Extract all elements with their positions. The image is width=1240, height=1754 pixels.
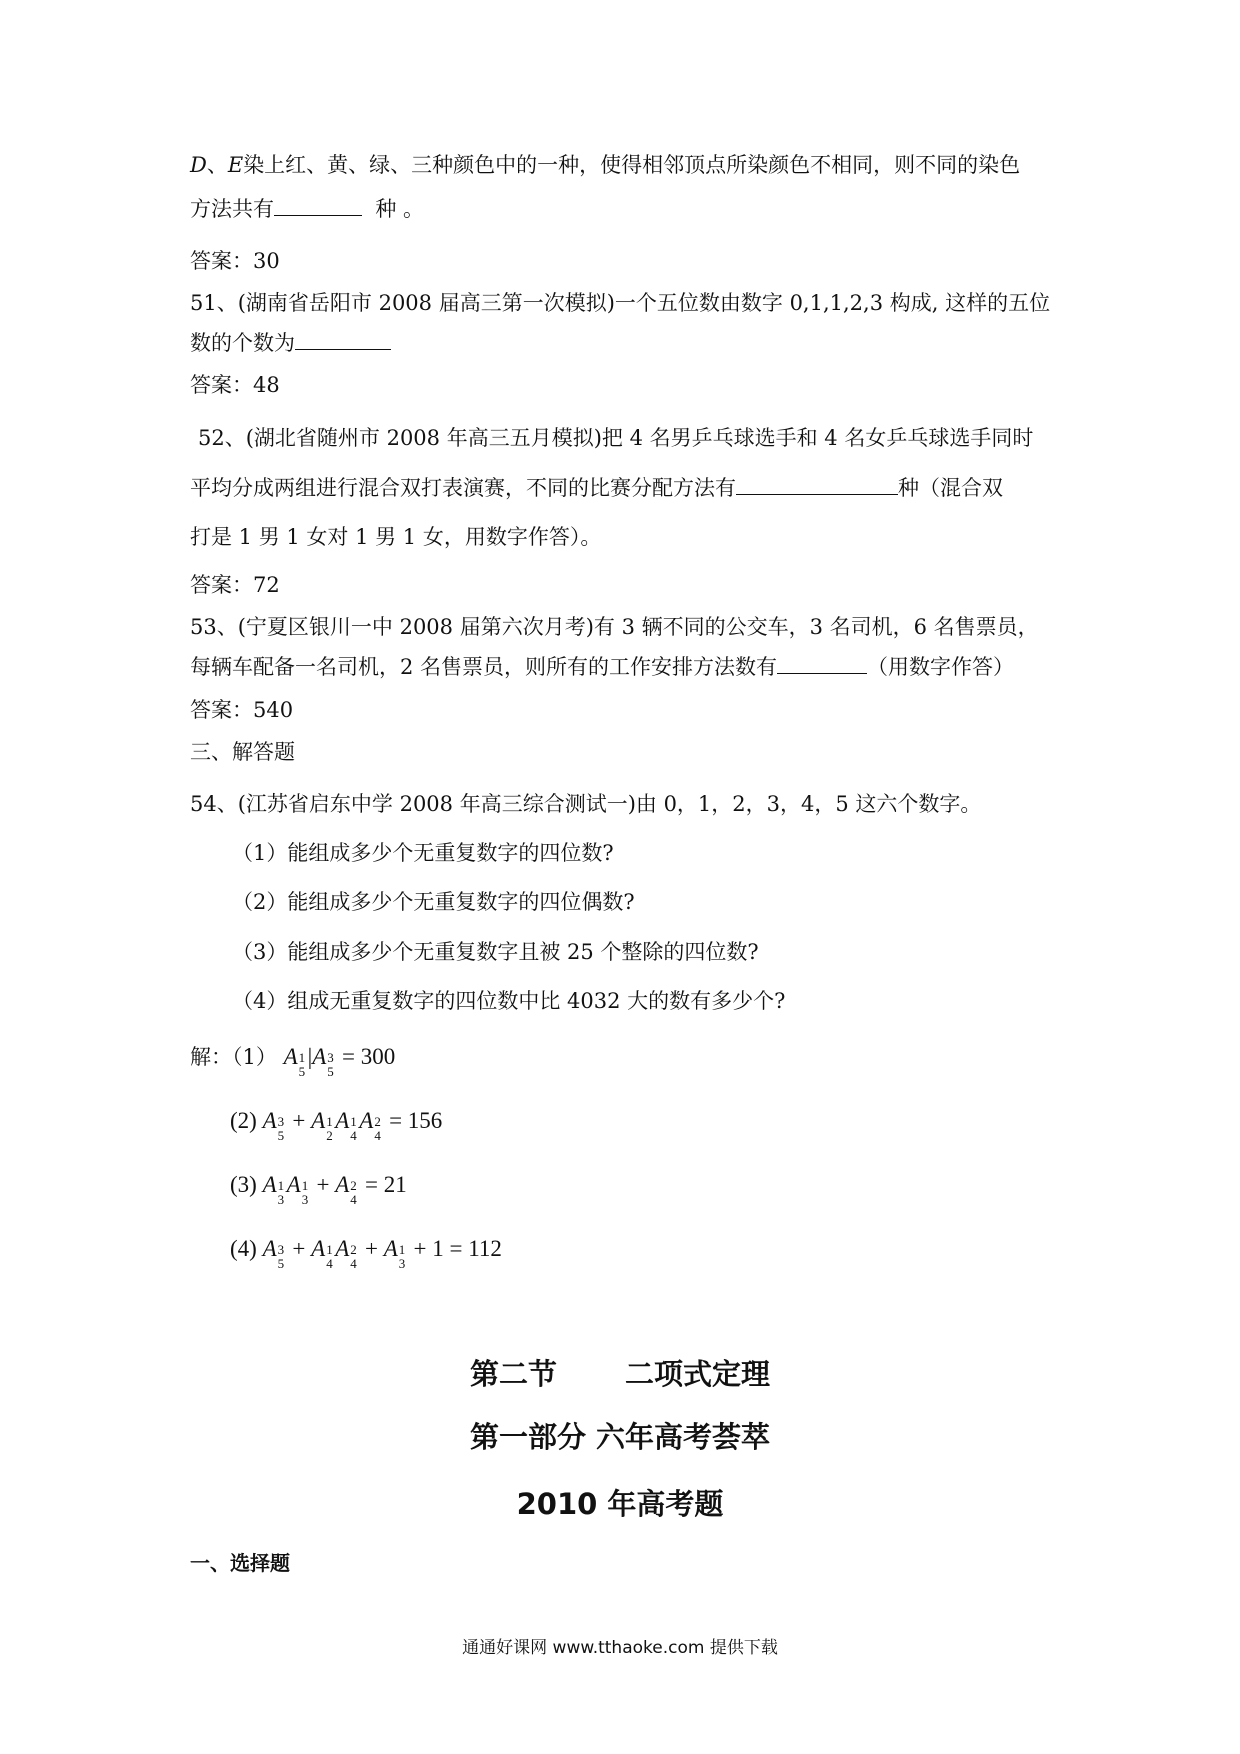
q54-sub4: （4）组成无重复数字的四位数中比 4032 大的数有多少个? — [232, 989, 786, 1013]
q54-sub3: （3）能组成多少个无重复数字且被 25 个整除的四位数? — [232, 940, 759, 964]
answer-blank — [777, 673, 867, 674]
section-heading-1: 一、选择题 — [190, 1551, 290, 1575]
formula-3: (3) A 1 3 A 1 3 + A 2 4 = 21 — [230, 1172, 407, 1207]
q54-sub1: （1）能组成多少个无重复数字的四位数? — [232, 841, 614, 865]
answer-blank — [295, 349, 391, 350]
solution-line3 — [230, 1170, 407, 1207]
solution-line1: 解：（1） A 1 5 |A 3 5 = 300 — [190, 1044, 396, 1079]
q52-answer: 答案：72 — [190, 573, 280, 597]
q51-line1: 51、(湖南省岳阳市 2008 届高三第一次模拟)一个五位数由数字 0,1,1,2,3 构成, 这样的五位 — [190, 291, 1051, 315]
q54-line1: 54、(江苏省启东中学 2008 年高三综合测试一)由 0，1，2，3，4，5 这六个数字。 — [190, 792, 982, 816]
q52-line1: 52、(湖北省随州市 2008 年高三五月模拟)把 4 名男乒乓球选手和 4 名女乒乓球选手同时 — [198, 426, 1034, 450]
part-title: 第一部分 六年高考荟萃 — [469, 1420, 771, 1454]
year-title: 2010 年高考题 — [516, 1487, 724, 1521]
q54-sub2: （2）能组成多少个无重复数字的四位偶数? — [232, 890, 635, 914]
q52-line3: 打是 1 男 1 女对 1 男 1 女，用数字作答）。 — [190, 525, 602, 549]
q50-answer: 答案：30 — [190, 249, 280, 273]
q51-line2: 数的个数为 — [190, 328, 391, 358]
q50-line1: D、E染上红、黄、绿、三种颜色中的一种，使得相邻顶点所染颜色不相同，则不同的染色 — [190, 153, 1021, 177]
page-footer: 通通好课网 www.tthaoke.com 提供下载 — [462, 1638, 778, 1658]
q53-line2: 每辆车配备一名司机，2 名售票员，则所有的工作安排方法数有 （用数字作答） — [190, 655, 1015, 679]
q50-line2: 方法共有 种 。 — [190, 197, 425, 221]
formula-4: (4) A 3 5 + A 1 4 A 2 4 + A 1 3 + 1 = 112 — [230, 1236, 502, 1271]
section-heading-3: 三、解答题 — [190, 740, 295, 764]
solution-line2 — [230, 1106, 443, 1143]
q52-line2: 平均分成两组进行混合双打表演赛，不同的比赛分配方法有 种（混合双 — [190, 476, 1003, 500]
formula-1: A 1 5 |A 3 5 = 300 — [283, 1044, 396, 1079]
formula-2: (2) A 3 5 + A 1 2 A 1 4 A 2 4 = 156 — [230, 1108, 443, 1143]
q51-answer: 答案：48 — [190, 373, 280, 397]
q53-line1: 53、(宁夏区银川一中 2008 届第六次月考)有 3 辆不同的公交车，3 名司机，6 名售票员， — [190, 615, 1039, 639]
solution-line4 — [230, 1234, 502, 1271]
q53-answer: 答案：540 — [190, 698, 294, 722]
answer-blank — [736, 494, 898, 495]
answer-blank — [274, 215, 362, 216]
chapter-title: 第二节 二项式定理 — [469, 1357, 771, 1391]
